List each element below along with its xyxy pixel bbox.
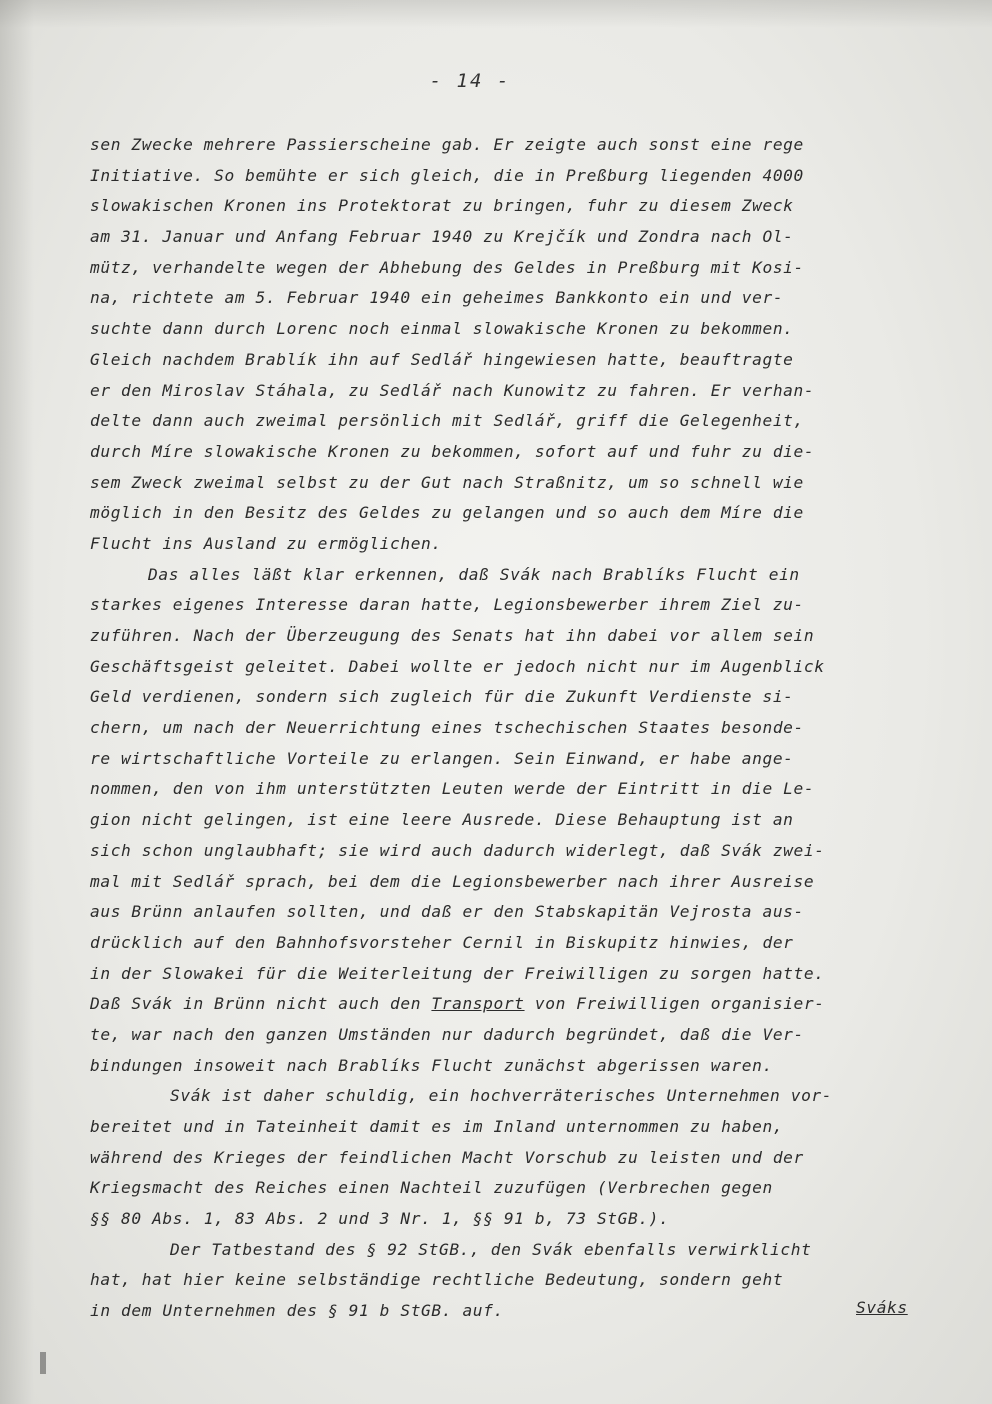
text-line: in dem Unternehmen des § 91 b StGB. auf. [90,1301,504,1321]
text-line: hat, hat hier keine selbständige rechtliche Bedeutung, sondern geht [90,1270,784,1290]
text-line: Geschäftsgeist geleitet. Dabei wollte er jedoch nicht nur im Augenblick [90,656,825,676]
text-line: sem Zweck zweimal selbst zu der Gut nach Straßnitz, um so schnell wie [90,472,804,492]
text-line: na, richtete am 5. Februar 1940 ein geheimes Bankkonto ein und ver- [90,288,784,308]
text-line: Das alles läßt klar erkennen, daß Svák nach Brablíks Flucht ein [148,564,800,584]
text-line: nommen, den von ihm unterstützten Leuten werde der Eintritt in die Le- [90,779,815,799]
text-line: Flucht ins Ausland zu ermöglichen. [90,533,442,553]
text-line: gion nicht gelingen, ist eine leere Ausrede. Diese Behauptung ist an [90,810,794,830]
text-line: Kriegsmacht des Reiches einen Nachteil zuzufügen (Verbrechen gegen [90,1178,773,1198]
body-text [90,130,970,1327]
text-segment: Daß Svák in Brünn nicht auch den [90,994,432,1014]
text-line: zuführen. Nach der Überzeugung des Senats hat ihn dabei vor allem sein [90,626,815,645]
text-line: möglich in den Besitz des Geldes zu gelangen und so auch dem Míre die [90,503,804,523]
text-line: delte dann auch zweimal persönlich mit Sedlář, griff die Gelegenheit, [90,411,804,431]
text-line: chern, um nach der Neuerrichtung eines tschechischen Staates besonde- [90,718,804,738]
catchword: Sváks [856,1298,908,1317]
text-line: §§ 80 Abs. 1, 83 Abs. 2 und 3 Nr. 1, §§ 91 b, 73 StGB.). [90,1209,670,1229]
text-line: Der Tatbestand des § 92 StGB., den Svák ebenfalls verwirklicht [170,1239,812,1259]
text-line: sich schon unglaubhaft; sie wird auch dadurch widerlegt, daß Svák zwei- [90,840,825,860]
text-line: durch Míre slowakische Kronen zu bekommen, sofort auf und fuhr zu die- [90,441,815,461]
text-line: Initiative. So bemühte er sich gleich, die in Preßburg liegenden 4000 [90,165,804,185]
text-line: Svák ist daher schuldig, ein hochverräterisches Unternehmen vor- [170,1086,833,1106]
text-line: bindungen insoweit nach Brablíks Flucht zunächst abgerissen waren. [90,1055,773,1075]
text-line: te, war nach den ganzen Umständen nur dadurch begründet, daß die Ver- [90,1024,804,1044]
text-segment: von Freiwilligen organisier- [524,994,825,1014]
text-line: mal mit Sedlář sprach, bei dem die Legionsbewerber nach ihrer Ausreise [90,871,815,891]
text-line: starkes eigenes Interesse daran hatte, Legionsbewerber ihrem Ziel zu- [90,595,804,615]
text-line: er den Miroslav Stáhala, zu Sedlář nach Kunowitz zu fahren. Er verhan- [90,380,815,400]
text-line: während des Krieges der feindlichen Macht Vorschub zu leisten und der [90,1147,804,1167]
page-number: - 14 - [429,70,511,92]
text-line: am 31. Januar und Anfang Februar 1940 zu Krejčík und Zondra nach Ol- [90,227,794,247]
text-line: in der Slowakei für die Weiterleitung der Freiwilligen zu sorgen hatte. [90,963,825,983]
text-line: slowakischen Kronen ins Protektorat zu bringen, fuhr zu diesem Zweck [90,196,794,216]
text-line: sen Zwecke mehrere Passierscheine gab. Er zeigte auch sonst eine rege [90,135,804,154]
text-line: Geld verdienen, sondern sich zugleich für die Zukunft Verdienste si- [90,687,794,707]
text-line: suchte dann durch Lorenc noch einmal slowakische Kronen zu bekommen. [90,319,794,339]
text-line: mütz, verhandelte wegen der Abhebung des Geldes in Preßburg mit Kosi- [90,257,804,277]
text-line: drücklich auf den Bahnhofsvorsteher Cernil in Biskupitz hinwies, der [90,932,794,952]
text-line: re wirtschaftliche Vorteile zu erlangen. Sein Einwand, er habe ange- [90,748,794,768]
text-line: Gleich nachdem Brablík ihn auf Sedlář hingewiesen hatte, beauftragte [90,349,794,369]
underlined-word: Transport [431,994,525,1014]
margin-mark [40,1352,46,1374]
text-line: bereitet und in Tateinheit damit es im Inland unternommen zu haben, [90,1117,784,1136]
scan-top-shadow [0,0,992,28]
scan-edge-shadow [0,0,34,1404]
text-line-transport [90,989,970,1020]
text-line: aus Brünn anlaufen sollten, und daß er den Stabskapitän Vejrosta aus- [90,902,804,922]
